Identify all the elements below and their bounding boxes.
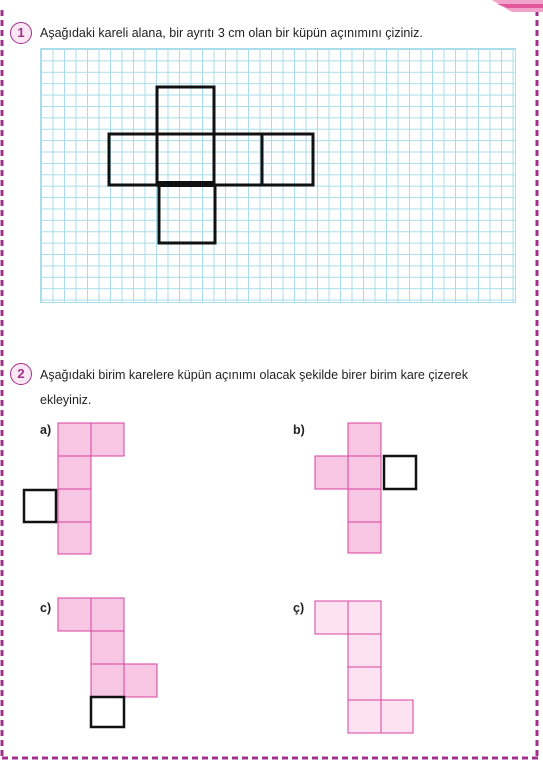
net-a-added-square bbox=[24, 490, 56, 522]
part-label-c-cedilla: ç) bbox=[293, 601, 305, 615]
net-c-cedilla-square bbox=[315, 601, 348, 634]
net-c-cedilla bbox=[315, 601, 413, 733]
net-a-square bbox=[58, 489, 91, 522]
net-a-square bbox=[58, 423, 91, 456]
net-a bbox=[58, 423, 124, 554]
net-c-cedilla-square bbox=[348, 601, 381, 634]
net-c-square bbox=[91, 631, 124, 664]
part-label-b: b) bbox=[293, 423, 305, 437]
net-b-square bbox=[348, 423, 381, 456]
question-number-2: 2 bbox=[10, 363, 32, 385]
net-c-cedilla-square bbox=[348, 700, 381, 733]
question-2-text-line-2: ekleyiniz. bbox=[40, 393, 92, 407]
net-square-left bbox=[109, 134, 157, 185]
net-c-square bbox=[91, 598, 124, 631]
net-square-center bbox=[157, 134, 214, 185]
part-label-a: a) bbox=[40, 423, 52, 437]
net-b-square bbox=[348, 456, 381, 489]
net-a-square bbox=[58, 456, 91, 489]
net-c-cedilla-square bbox=[348, 667, 381, 700]
question-1-text: Aşağıdaki kareli alana, bir ayrıtı 3 cm olan bir küpün açınımını çiziniz. bbox=[40, 26, 423, 40]
net-a-square bbox=[91, 423, 124, 456]
net-square-top bbox=[157, 87, 214, 134]
net-c-square bbox=[58, 598, 91, 631]
net-c bbox=[58, 598, 157, 697]
net-c-square bbox=[124, 664, 157, 697]
net-b-added-square bbox=[384, 456, 416, 489]
net-square-right-2 bbox=[262, 134, 313, 185]
net-c-square bbox=[91, 664, 124, 697]
net-c-added-square bbox=[91, 697, 124, 727]
net-c-cedilla-square bbox=[381, 700, 413, 733]
part-label-c: c) bbox=[40, 601, 52, 615]
net-square-right-1 bbox=[214, 134, 262, 185]
net-b-square bbox=[348, 522, 381, 553]
question-number-1: 1 bbox=[10, 22, 32, 44]
net-b-square bbox=[315, 456, 348, 489]
net-b bbox=[315, 423, 381, 553]
drawn-cube-net bbox=[109, 87, 313, 243]
net-square-bottom bbox=[159, 185, 215, 243]
net-a-square bbox=[58, 522, 91, 554]
net-b-square bbox=[348, 489, 381, 522]
question-2-text-line-1: Aşağıdaki birim karelere küpün açınımı olacak şekilde birer birim kare çizerek bbox=[40, 368, 468, 382]
net-c-cedilla-square bbox=[348, 634, 381, 667]
